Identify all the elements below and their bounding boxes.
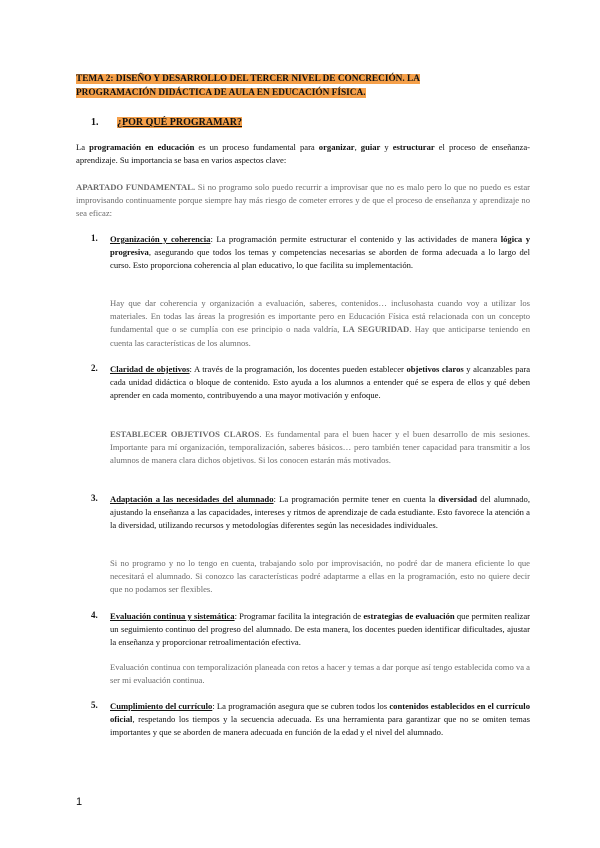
intro-text: , (354, 142, 361, 152)
title-line-1: TEMA 2: DISEÑO Y DESARROLLO DEL TERCER NIVEL DE CONCRECIÓN. LA (76, 74, 420, 84)
note-bold: LA SEGURIDAD (342, 324, 410, 335)
item-5-paragraph (110, 700, 530, 740)
note-text: Evaluación continua con temporalización planeada con retos a hacer y temas a dar porque así tengo establecida como va a ser mi evaluación continua. (110, 662, 530, 686)
section-heading (91, 117, 242, 128)
note-text: Si no programo y no lo tengo en cuenta, trabajando solo por improvisación, no podré dar de manera eficiente lo que necesitará el alumnado. Si conozco las características podré adaptarme a ellas en la programación, esto no quiere decir que no podamos ser flexibles. (110, 558, 530, 595)
item-number: 5. (91, 700, 98, 710)
intro-text: el proceso de enseñanza-aprendizaje. Su importancia se basa en varios aspectos clave: (76, 142, 531, 166)
intro-text: es un proceso fundamental para (194, 142, 319, 152)
item-bold: contenidos establecidos en el currículo oficial (110, 701, 530, 725)
item-heading: Adaptación a las necesidades del alumnado (110, 494, 274, 504)
intro-text: La (76, 142, 90, 152)
item-bold: diversidad (438, 494, 478, 504)
item-text: : La programación permite tener en cuenta la (273, 494, 439, 504)
item-number: 2. (91, 363, 98, 373)
page-number: 1 (76, 796, 83, 808)
fundamental-text: Si no programo solo puedo recurrir a improvisar que no es malo pero lo que no puedo es estar improvisando continuamente porque siempre hay más riesgo de cometer errores y de que el proceso de enseñanza y aprendizaje no sea eficaz: (76, 182, 530, 219)
item-1-paragraph (110, 233, 530, 273)
intro-paragraph (76, 141, 530, 167)
item-heading: Claridad de objetivos (110, 364, 190, 374)
note-text: . Hay que anticiparse teniendo en cuenta las características de los alumnos. (110, 324, 530, 348)
section-number: 1. (91, 117, 99, 128)
fundamental-paragraph (76, 181, 530, 221)
item-number: 3. (91, 493, 98, 503)
item-text: del alumnado, ajustando la enseñanza a las capacidades, intereses y ritmos de aprendizaje de cada estudiante. Esto favorece la atención a la diversidad, utilizando recursos y metodologías diferentes según las necesidades individuales. (110, 494, 530, 531)
item-4-note (110, 661, 530, 687)
item-bold: estrategias de evaluación (363, 611, 455, 621)
item-text: : La programación permite estructurar el contenido y las actividades de manera (210, 234, 501, 244)
intro-bold: programación en educación (89, 142, 195, 152)
intro-bold: estructurar (392, 142, 435, 152)
note-heading: ESTABLECER OBJETIVOS CLAROS (110, 429, 260, 439)
item-text: : Programar facilita la integración de (234, 611, 364, 621)
intro-bold: guiar (360, 142, 381, 152)
item-3-paragraph (110, 493, 530, 533)
note-text: Hay que dar coherencia y organización a evaluación, saberes, contenidos… inclusohasta cuando voy a utilizar los materiales. En todas las áreas la progresión es importante pero en Educación Física está relacionada con un concepto fundamental que o se cumplía con ese principio o nada valdría, (110, 298, 530, 335)
item-text: : A través de la programación, los docentes pueden establecer (189, 364, 407, 374)
item-3-note (110, 557, 530, 597)
item-2-note (110, 428, 530, 468)
item-heading: Cumplimiento del currículo (110, 701, 213, 711)
item-text: : La programación asegura que se cubren todos los (212, 701, 390, 711)
document-title (76, 72, 530, 100)
item-text: que permiten realizar un seguimiento continuo del progreso del alumnado. De esta manera, los docentes pueden identificar dificultades, ajustar la enseñanza y proporcionar retroalimentación efectiva. (110, 611, 531, 648)
section-label: ¿POR QUÉ PROGRAMAR? (117, 117, 242, 128)
title-line-2: PROGRAMACIÓN DIDÁCTICA DE AULA EN EDUCACIÓN FÍSICA. (76, 88, 366, 98)
item-heading: Evaluación continua y sistemática (110, 611, 235, 621)
item-number: 4. (91, 610, 98, 620)
intro-bold: organizar (318, 142, 355, 152)
item-4-paragraph (110, 610, 530, 650)
item-text: , asegurando que todos los temas y competencias necesarias se aborden de forma adecuada a lo largo del curso. Esto proporciona coherencia al plan educativo, lo que facilita su implementación. (110, 247, 530, 271)
item-bold: lógica y progresiva (110, 234, 531, 258)
fundamental-heading: APARTADO FUNDAMENTAL. (76, 182, 196, 192)
item-2-paragraph (110, 363, 530, 403)
intro-text: y (380, 142, 393, 152)
item-text: , respetando los tiempos y la secuencia adecuada. Es una herramienta para garantizar que no se omiten temas importantes y que se aborden de manera adecuada en función de la edad y el nivel del alumnado. (110, 714, 530, 738)
item-number: 1. (91, 233, 98, 243)
item-text: y alcanzables para cada unidad didáctica o bloque de contenido. Esto ayuda a los alumnos a entender qué se espera de ellos y qué deben aprender en cada momento, contribuyendo a una mayor motivación y enfoque. (110, 364, 531, 401)
item-1-note (110, 297, 530, 350)
item-bold: objetivos claros (406, 364, 464, 374)
note-text: . Es fundamental para el buen hacer y el buen desarrollo de mis sesiones. Importante para mí organización, temporalización, saberes básicos… pero también tener capacidad para transmitir a los alumnos de manera clara dichos objetivos. Si los conocen estarán más motivados. (110, 429, 530, 466)
item-heading: Organización y coherencia (110, 234, 211, 244)
